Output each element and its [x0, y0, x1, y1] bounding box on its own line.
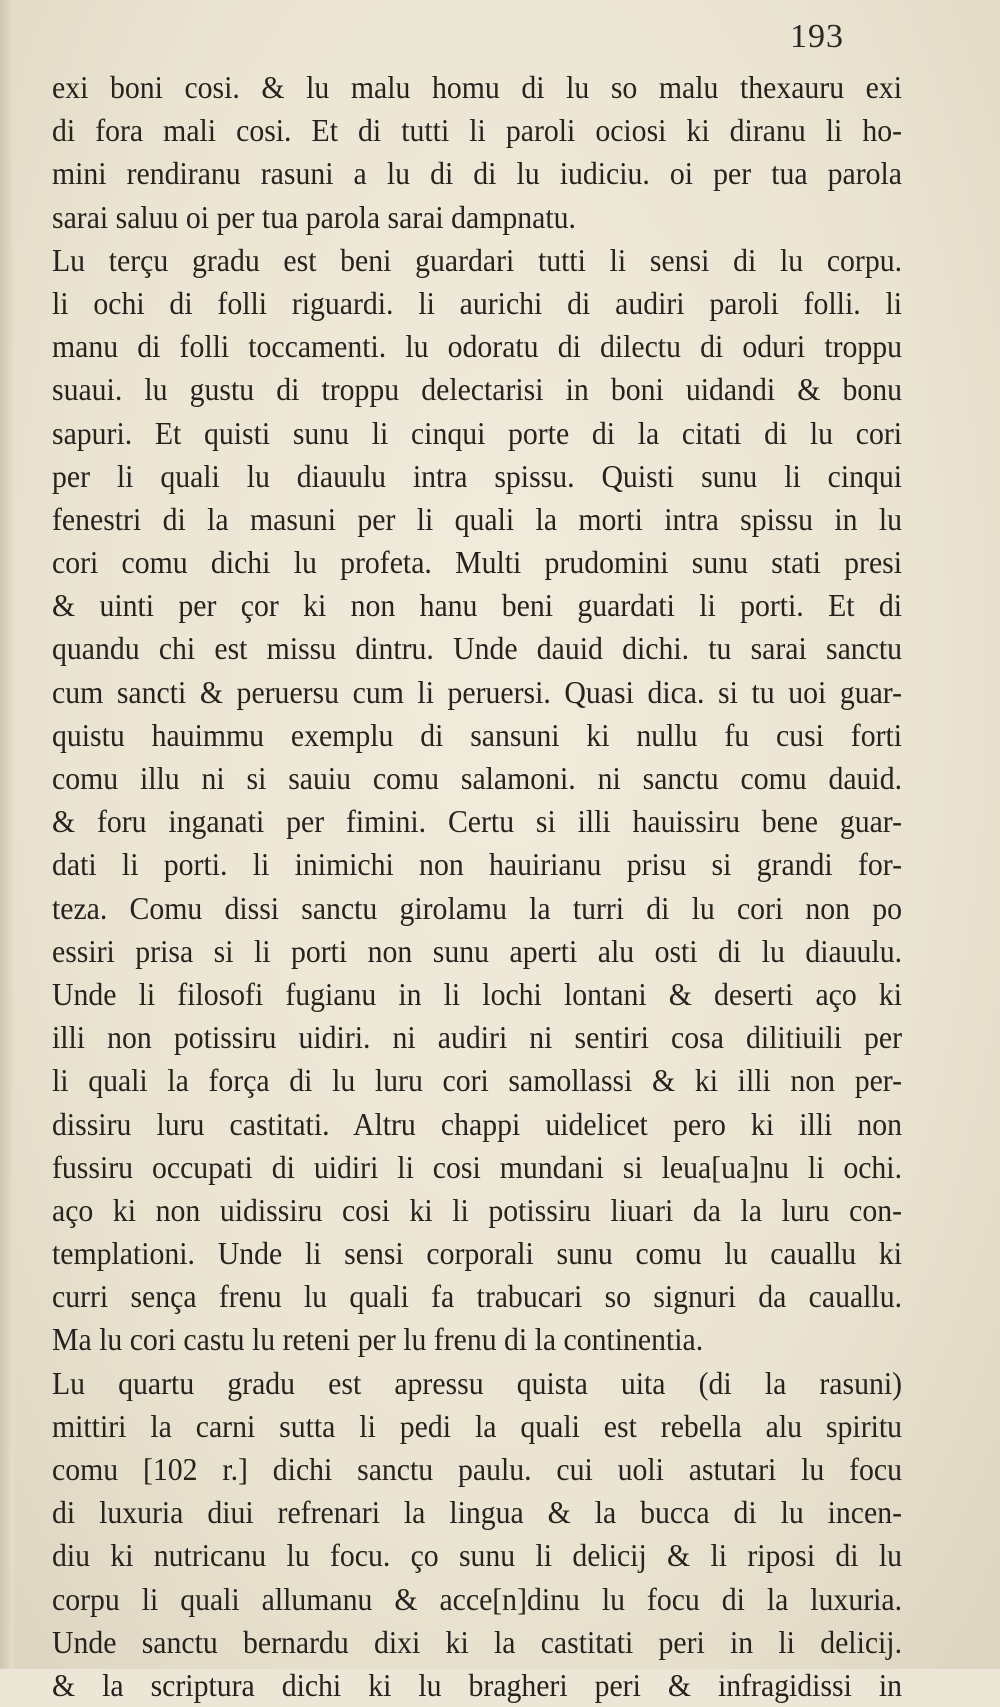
- text-line: mini rendiranu rasuni a lu di di lu iudiciu. oi per tua parola: [52, 155, 903, 192]
- text-line: templationi. Unde li sensi corporali sunu comu lu cauallu ki: [52, 1235, 903, 1272]
- page-number: 193: [790, 18, 844, 55]
- text-line: manu di folli toccamenti. lu odoratu di dilectu di oduri troppu: [52, 328, 903, 365]
- text-line: & la scriptura dichi ki lu bragheri peri & infragidissi in: [52, 1666, 903, 1703]
- text-line: di luxuria diui refrenari la lingua & la bucca di lu incen-: [52, 1494, 903, 1531]
- page-edge-shadow: [0, 0, 14, 1669]
- text-line: aço ki non uidissiru cosi ki li potissiru liuari da la luru con-: [52, 1191, 903, 1228]
- text-line: comu [102 r.] dichi sanctu paulu. cui uoli astutari lu focu: [52, 1451, 903, 1487]
- text-line: dati li porti. li inimichi non hauirianu prisu si grandi for-: [52, 846, 903, 883]
- text-line: fussiru occupati di uidiri li cosi mundani si leua[ua]nu li ochi.: [52, 1148, 903, 1185]
- text-line: fenestri di la masuni per li quali la morti intra spissu in lu: [52, 500, 903, 537]
- text-line: di fora mali cosi. Et di tutti li paroli ociosi ki diranu li ho-: [52, 112, 903, 149]
- text-line: quandu chi est missu dintru. Unde dauid dichi. tu sarai sanctu: [52, 630, 903, 667]
- text-line: comu illu ni si sauiu comu salamoni. ni sanctu comu dauid.: [52, 760, 903, 796]
- text-line: & foru inganati per fimini. Certu si illi hauissiru bene guar-: [52, 803, 903, 840]
- text-line: Ma lu cori castu lu reteni per lu frenu di la continentia.: [52, 1321, 704, 1358]
- text-line: teza. Comu dissi sanctu girolamu la turri di lu cori non po: [52, 889, 903, 926]
- text-line: per li quali lu diauulu intra spissu. Quisti sunu li cinqui: [52, 457, 903, 494]
- text-line: corpu li quali allumanu & acce[n]dinu lu focu di la luxuria.: [52, 1580, 903, 1617]
- text-line: Unde li filosofi fugianu in li lochi lontani & deserti aço ki: [52, 975, 903, 1012]
- text-line: dissiru luru castitati. Altru chappi uidelicet pero ki illi non: [52, 1105, 903, 1142]
- text-line: Unde sanctu bernardu dixi ki la castitati peri in li delicij.: [52, 1623, 903, 1660]
- text-line: sarai saluu oi per tua parola sarai dampnatu.: [52, 198, 576, 235]
- text-line: li ochi di folli riguardi. li aurichi di audiri paroli folli. li: [52, 284, 903, 321]
- text-line: Lu quartu gradu est apressu quista uita (di la rasuni): [52, 1364, 903, 1401]
- text-line: illi non potissiru uidiri. ni audiri ni sentiri cosa dilitiuili per: [52, 1019, 903, 1056]
- text-line: diu ki nutricanu lu focu. ço sunu li delicij & li riposi di lu: [52, 1537, 903, 1574]
- text-line: exi boni cosi. & lu malu homu di lu so malu thexauru exi: [52, 69, 903, 105]
- text-line: Lu terçu gradu est beni guardari tutti li sensi di lu corpu.: [52, 241, 903, 278]
- text-line: quistu hauimmu exemplu di sansuni ki nullu fu cusi forti: [52, 716, 903, 753]
- body-text: [52, 66, 902, 1707]
- text-line: sapuri. Et quisti sunu li cinqui porte di la citati di lu cori: [52, 414, 903, 451]
- text-line: li quali la força di lu luru cori samollassi & ki illi non per-: [52, 1062, 903, 1099]
- text-line: cum sancti & peruersu cum li peruersi. Quasi dica. si tu uoi guar-: [52, 673, 903, 710]
- text-line: cori comu dichi lu profeta. Multi prudomini sunu stati presi: [52, 544, 903, 581]
- text-line: suaui. lu gustu di troppu delectarisi in boni uidandi & bonu: [52, 371, 903, 408]
- text-line: & uinti per çor ki non hanu beni guardati li porti. Et di: [52, 587, 903, 624]
- text-line: essiri prisa si li porti non sunu aperti alu osti di lu diauulu.: [52, 932, 903, 969]
- text-line: curri sença frenu lu quali fa trabucari so signuri da cauallu.: [52, 1278, 903, 1315]
- text-line: mittiri la carni sutta li pedi la quali est rebella alu spiritu: [52, 1407, 903, 1444]
